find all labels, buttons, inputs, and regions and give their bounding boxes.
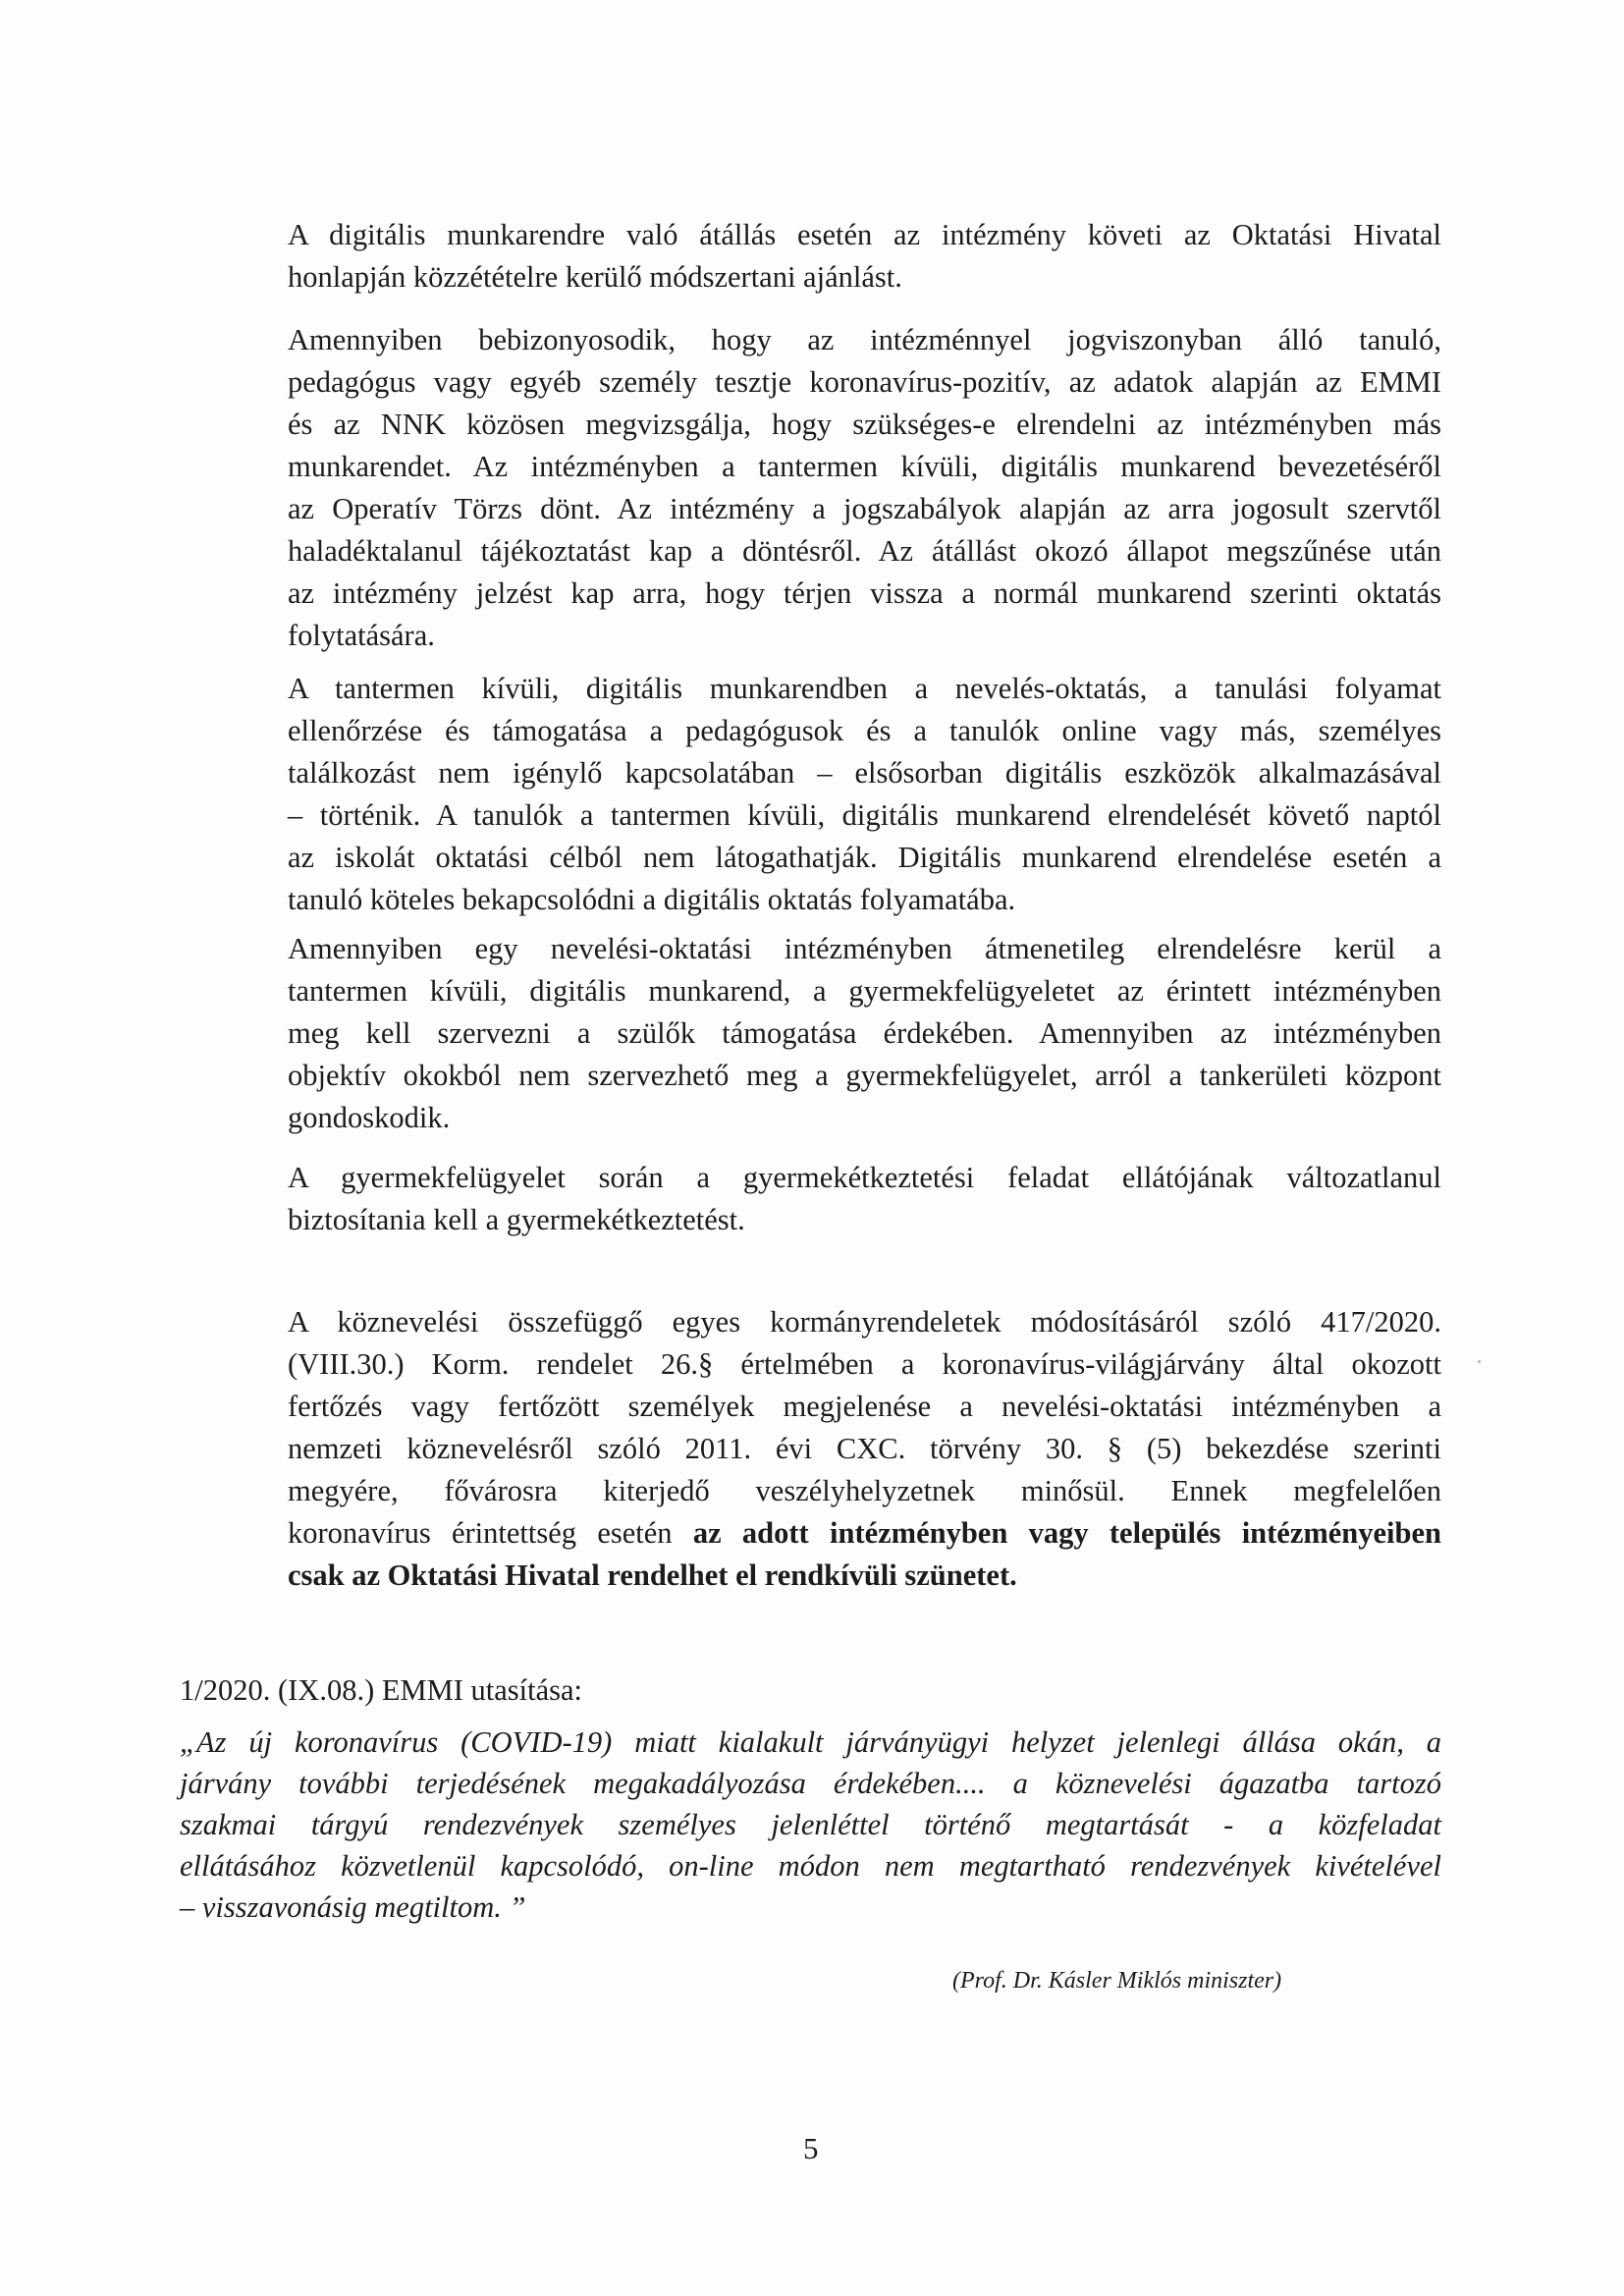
text-line: pedagógus vagy egyéb személy tesztje koronavírus-pozitív, az adatok alapján az EMMI bbox=[288, 365, 1441, 399]
text-line: Amennyiben egy nevelési-oktatási intézményben átmenetileg elrendelésre kerül a bbox=[288, 932, 1441, 965]
paragraph-positive-test bbox=[288, 319, 1441, 657]
text-line: fertőzés vagy fertőzött személyek megjelenése a nevelési-oktatási intézményben a bbox=[288, 1390, 1441, 1423]
paragraph-child-supervision bbox=[288, 928, 1441, 1139]
bold-text-segment: az adott intézményben vagy település intézményeiben bbox=[692, 1516, 1441, 1550]
text-line: meg kell szervezni a szülők támogatása érdekében. Amennyiben az intézményben bbox=[288, 1016, 1441, 1050]
text-line: A köznevelési összefüggő egyes kormányrendeletek módosításáról szóló 417/2020. bbox=[288, 1305, 1441, 1339]
quote-line: szakmai tárgyú rendezvények személyes jelenléttel történő megtartását - a közfeladat bbox=[180, 1808, 1441, 1841]
quote-line: „Az új koronavírus (COVID-19) miatt kialakult járványügyi helyzet jelenlegi állása okán, a bbox=[180, 1725, 1441, 1759]
text-line: az Operatív Törzs dönt. Az intézmény a jogszabályok alapján az arra jogosult szervtől bbox=[288, 492, 1441, 525]
paragraph-child-catering bbox=[288, 1157, 1441, 1241]
text-line: és az NNK közösen megvizsgálja, hogy szükséges-e elrendelni az intézményben más bbox=[288, 408, 1441, 441]
text-line: találkozást nem igénylő kapcsolatában – elsősorban digitális eszközök alkalmazásával bbox=[288, 756, 1441, 790]
paragraph-digital-schedule bbox=[288, 668, 1441, 921]
text-line-mixed bbox=[288, 1512, 1441, 1555]
text-line: honlapján közzétételre kerülő módszertani ajánlást. bbox=[288, 260, 902, 294]
page-number: 5 bbox=[803, 2131, 819, 2165]
text-line: gondoskodik. bbox=[288, 1101, 451, 1134]
quoted-directive bbox=[180, 1722, 1441, 1928]
text-line: tantermen kívüli, digitális munkarend, a gyermekfelügyeletet az érintett intézményben bbox=[288, 974, 1441, 1008]
quote-line: járvány további terjedésének megakadályozása érdekében.... a köznevelési ágazatba tartozó bbox=[180, 1767, 1441, 1800]
text-line: (VIII.30.) Korm. rendelet 26.§ értelmében a koronavírus-világjárvány által okozott bbox=[288, 1347, 1441, 1381]
text-line: A tantermen kívüli, digitális munkarendben a nevelés-oktatás, a tanulási folyamat bbox=[288, 672, 1441, 705]
paragraph-digital-method bbox=[288, 214, 1441, 299]
text-line: A digitális munkarendre való átállás esetén az intézmény követi az Oktatási Hivatal bbox=[288, 218, 1441, 251]
text-line: az intézmény jelzést kap arra, hogy térjen vissza a normál munkarend szerinti oktatás bbox=[288, 576, 1441, 610]
paragraph-government-decree bbox=[288, 1301, 1441, 1597]
text-line: nemzeti köznevelésről szóló 2011. évi CXC. törvény 30. § (5) bekezdése szerinti bbox=[288, 1432, 1441, 1465]
quote-line: ellátásához közvetlenül kapcsolódó, on-line módon nem megtartható rendezvények kivételével bbox=[180, 1849, 1441, 1883]
text-line: ellenőrzése és támogatása a pedagógusok és a tanulók online vagy más, személyes bbox=[288, 714, 1441, 747]
scan-speck bbox=[1478, 1360, 1481, 1363]
text-line: – történik. A tanulók a tantermen kívüli, digitális munkarend elrendelését követő naptól bbox=[288, 798, 1441, 832]
text-line: tanuló köteles bekapcsolódni a digitális oktatás folyamatába. bbox=[288, 883, 1016, 916]
text-line: Amennyiben bebizonyosodik, hogy az intézménnyel jogviszonyban álló tanuló, bbox=[288, 323, 1441, 356]
text-line: A gyermekfelügyelet során a gyermekétkeztetési feladat ellátójának változatlanul bbox=[288, 1161, 1441, 1194]
signature-attribution: (Prof. Dr. Kásler Miklós miniszter) bbox=[952, 1968, 1282, 1994]
section-heading: 1/2020. (IX.08.) EMMI utasítása: bbox=[180, 1673, 582, 1707]
text-line: objektív okokból nem szervezhető meg a gyermekfelügyelet, arról a tankerületi központ bbox=[288, 1059, 1441, 1092]
text-segment: koronavírus érintettség esetén bbox=[288, 1516, 693, 1550]
text-line: az iskolát oktatási célból nem látogathatják. Digitális munkarend elrendelése esetén a bbox=[288, 841, 1441, 874]
bold-text-line: csak az Oktatási Hivatal rendelhet el rendkívüli szünetet. bbox=[288, 1558, 1017, 1592]
quote-line: – visszavonásig megtiltom. ” bbox=[180, 1890, 526, 1924]
text-line: folytatására. bbox=[288, 619, 435, 652]
text-line: haladéktalanul tájékoztatást kap a döntésről. Az átállást okozó állapot megszűnése után bbox=[288, 534, 1441, 568]
text-line: biztosítania kell a gyermekétkeztetést. bbox=[288, 1203, 745, 1236]
text-line: munkarendet. Az intézményben a tantermen kívüli, digitális munkarend bevezetéséről bbox=[288, 450, 1441, 483]
text-line: megyére, fővárosra kiterjedő veszélyhelyzetnek minősül. Ennek megfelelően bbox=[288, 1474, 1441, 1507]
